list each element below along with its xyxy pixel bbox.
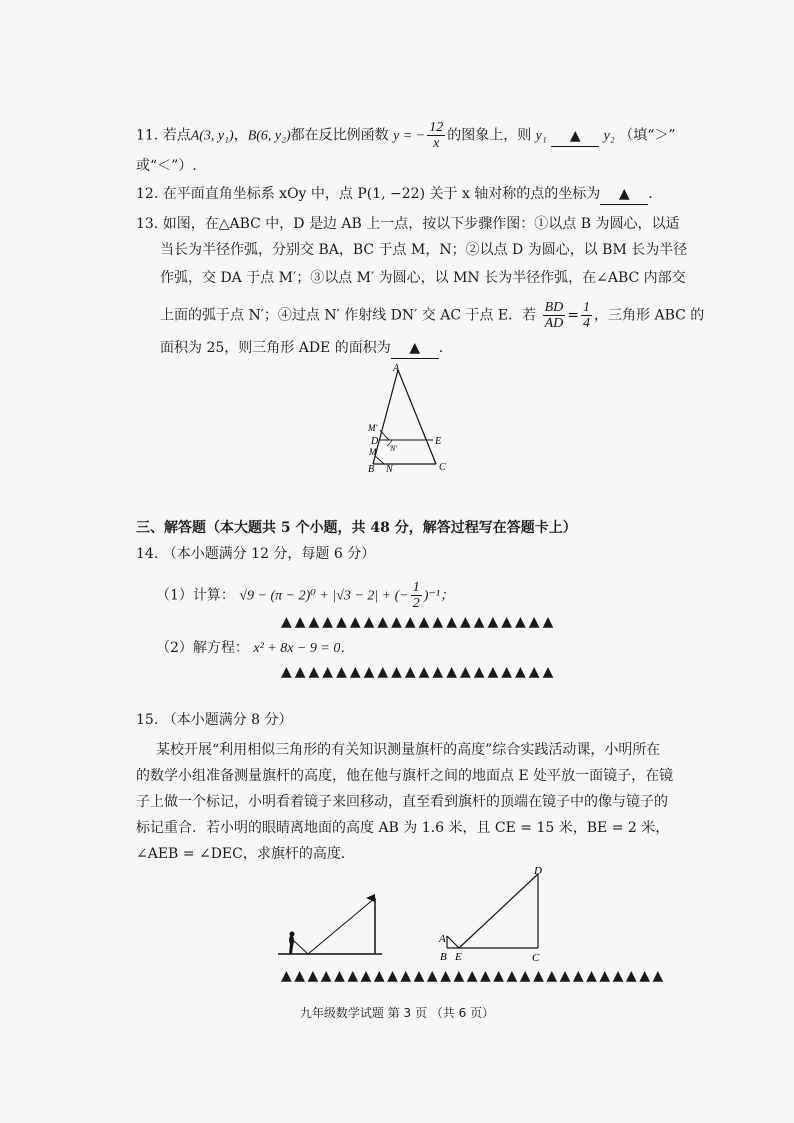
- label-c: C: [532, 952, 540, 962]
- q15-answer-area[interactable]: ▲▲▲▲▲▲▲▲▲▲▲▲▲▲▲▲▲▲▲▲▲▲▲▲▲▲▲▲▲: [281, 968, 666, 984]
- arc-mn-prime: [380, 430, 389, 440]
- q14-frac-num: 1: [412, 580, 420, 595]
- segment-ae: [447, 936, 459, 948]
- q14-part1-answer-area[interactable]: ▲▲▲▲▲▲▲▲▲▲▲▲▲▲▲▲▲▲▲▲: [281, 614, 557, 630]
- q15-header: [136, 710, 293, 730]
- q15-number: 15.: [136, 712, 159, 728]
- q15-header-text: （本小题满分 8 分）: [162, 712, 293, 728]
- q12-text: 在平面直角坐标系 xOy 中，点 P(1, −22) 关于 x 轴对称的点的坐标为: [162, 186, 601, 202]
- q14-part1: [156, 580, 454, 611]
- label-n: N: [386, 464, 393, 475]
- flag-icon: [366, 894, 375, 902]
- sight-line-eye: [293, 940, 308, 954]
- q14-frac-den: 2: [412, 596, 420, 611]
- section-3-heading: 三、解答题（本大题共 5 个小题，共 48 分，解答过程写在答题卡上）: [136, 520, 577, 536]
- q11-fraction: [427, 120, 445, 151]
- q11-function: y = −: [393, 128, 426, 144]
- q14-number: 14.: [136, 546, 159, 562]
- q13-fraction-bd-ad: [543, 300, 566, 331]
- q12-number: 12.: [136, 186, 159, 202]
- q11-point-a: A(3, y₁): [190, 128, 234, 144]
- q11-line1: [136, 120, 676, 151]
- q13-line2: 当长为半径作弧，分别交 BA，BC 于点 M，N；②以点 D 为圆心，以 BM 长为半径: [160, 242, 688, 258]
- q11-y2: y₂: [603, 128, 615, 144]
- q15-flagpole-illustration: [278, 884, 386, 956]
- sight-line-reflected: [308, 898, 375, 954]
- label-b: B: [440, 951, 447, 962]
- q14-header: [136, 544, 375, 564]
- q13-number: 13.: [136, 216, 159, 232]
- q11-text-2: 都在反比例函数: [290, 127, 389, 144]
- segment-ac: [398, 370, 436, 464]
- q13-line4: [160, 300, 704, 331]
- q13-end: .: [438, 340, 444, 356]
- label-m: M: [369, 447, 377, 457]
- page-footer: 九年级数学试题 第 3 页 （共 6 页）: [299, 1006, 495, 1020]
- label-a: A: [439, 933, 446, 945]
- q13-text-1: 如图，在△ABC 中，D 是边 AB 上一点，按以下步骤作图：①以点 B 为圆心，以适: [162, 216, 680, 232]
- label-a: A: [393, 363, 400, 374]
- q14-part1-label: （1）计算：: [156, 587, 235, 604]
- q13-frac2-num: 1: [583, 300, 591, 315]
- q12-answer-blank[interactable]: ▲: [600, 184, 648, 205]
- q11-point-b: B(6, y₂): [247, 128, 291, 144]
- q11-line2: 或“＜”）.: [136, 158, 197, 174]
- q15-line2: 的数学小组准备测量旗杆的高度，他在他与旗杆之间的地面点 E 处平放一面镜子，在镜: [136, 768, 674, 784]
- q11-y1: y₁: [535, 128, 547, 144]
- q11-number: 11.: [136, 127, 159, 144]
- q11-frac-den: x: [433, 136, 440, 151]
- q14-part1-expression: √9 − (π − 2)⁰ + |√3 − 2| + (−: [239, 588, 409, 604]
- q15-line5: ∠AEB = ∠DEC，求旗杆的高度．: [136, 846, 355, 862]
- label-n-prime: N′: [390, 444, 398, 453]
- segment-ed: [459, 874, 538, 948]
- label-m-prime: M′: [368, 423, 378, 433]
- q11-text: 若点: [162, 127, 191, 144]
- q14-part2: [156, 638, 354, 659]
- q11-frac-num: 12: [429, 120, 444, 135]
- q14-part1-expression-end: )⁻¹；: [423, 588, 454, 604]
- q13-line3: 作弧，交 DA 于点 M′；③以点 M′ 为圆心，以 MN 长为半径作弧，在∠ABC 内部交: [160, 270, 686, 286]
- label-c: C: [439, 462, 446, 473]
- label-e: E: [435, 436, 442, 447]
- arc-mn: [375, 456, 384, 464]
- q13-fraction-1-4: [581, 300, 592, 331]
- q11-text-4: （填“＞”: [619, 127, 676, 144]
- q14-part2-answer-area[interactable]: ▲▲▲▲▲▲▲▲▲▲▲▲▲▲▲▲▲▲▲▲: [281, 664, 557, 680]
- q15-geometry-figure: [435, 862, 555, 962]
- q14-part2-label: （2）解方程：: [156, 640, 249, 656]
- q13-equals: =: [567, 307, 580, 324]
- q12-line: [136, 184, 653, 205]
- label-d: D: [371, 436, 379, 447]
- label-e: E: [455, 951, 462, 962]
- q13-text-4: 上面的弧于点 N′；④过点 N′ 作射线 DN′ 交 AC 于点 E．若: [160, 307, 537, 324]
- q15-line1: 某校开展“利用相似三角形的有关知识测量旗杆的高度”综合实践活动课，小明所在: [156, 742, 661, 758]
- q12-end: .: [648, 186, 653, 202]
- q13-frac1-den: AD: [544, 316, 564, 331]
- q14-part2-equation: x² + 8x − 9 = 0．: [253, 641, 355, 656]
- q13-line1: [136, 214, 679, 234]
- q11-text-3: 的图象上，则: [447, 127, 532, 144]
- q13-line5: [160, 338, 443, 359]
- q11-answer-blank[interactable]: ▲: [551, 126, 599, 147]
- q13-frac1-num: BD: [544, 300, 564, 315]
- q13-triangle-figure: [360, 360, 460, 480]
- q15-line3: 子上做一个标记，小明看着镜子来回移动，直至看到旗杆的顶端在镜子中的像与镜子的: [136, 794, 668, 810]
- q13-text-4b: ，三角形 ABC 的: [594, 307, 705, 324]
- label-d: D: [534, 865, 542, 877]
- person-head-icon: [290, 932, 295, 937]
- q13-answer-blank[interactable]: ▲: [391, 338, 439, 359]
- person-icon: [289, 936, 294, 954]
- q11-comma: ，: [233, 127, 248, 144]
- label-b: B: [368, 464, 375, 475]
- q14-header-text: （本小题满分 12 分，每题 6 分）: [162, 546, 376, 562]
- q13-frac2-den: 4: [583, 316, 591, 331]
- q13-text-5: 面积为 25，则三角形 ADE 的面积为: [160, 340, 391, 356]
- q14-half-fraction: [411, 580, 422, 611]
- q15-line4: 标记重合．若小明的眼睛离地面的高度 AB 为 1.6 米，且 CE = 15 米，BE = 2 米，: [136, 820, 670, 836]
